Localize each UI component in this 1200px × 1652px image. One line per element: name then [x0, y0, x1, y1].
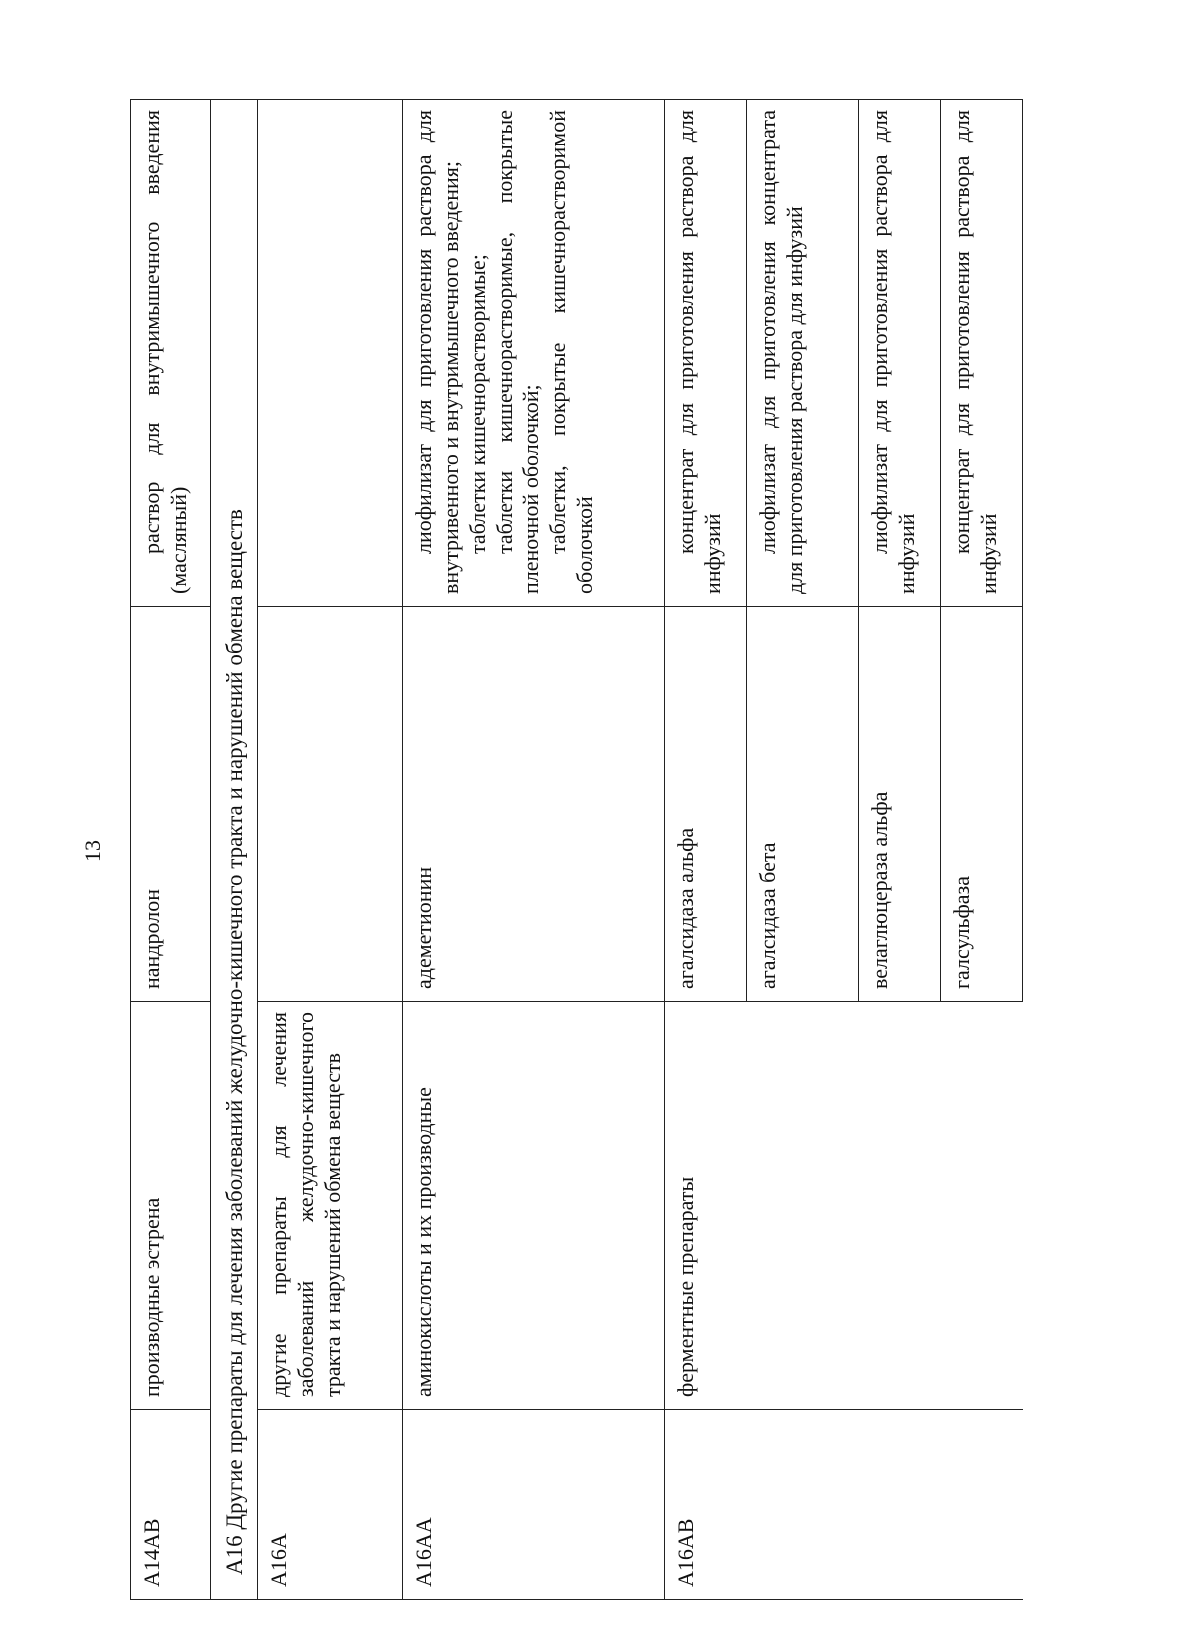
substance-cell: нандролон [131, 607, 211, 1002]
table-row [258, 100, 403, 1600]
substance-cell: агалсидаза альфа [665, 607, 747, 1002]
dosage-form-cell [859, 100, 941, 607]
substance-cell: галсульфаза [941, 607, 1023, 1002]
table-row [403, 100, 665, 1600]
atc-group-cell: производные эстрена [131, 1002, 211, 1410]
atc-code-cell: A16AB [665, 1410, 1023, 1600]
dosage-form-cell [941, 100, 1023, 607]
atc-group-cell: ферментные препараты [665, 1002, 1023, 1410]
dosage-form-text: лиофилизат для приготовления раствора для внутривенного и внутримышечного введения; [411, 110, 463, 594]
atc-group-cell: другие препараты для лечения заболеваний желудочно-кишечного тракта и нарушений обмена веществ [258, 1002, 403, 1410]
section-row [211, 100, 258, 1600]
atc-group-cell: аминокислоты и их производные [403, 1002, 665, 1410]
substance-cell: велаглюцераза альфа [859, 607, 941, 1002]
substance-cell: агалсидаза бета [747, 607, 859, 1002]
dosage-form-cell [131, 100, 211, 607]
atc-code-cell: A16A [258, 1410, 403, 1600]
atc-code-cell: A16AA [403, 1410, 665, 1600]
dosage-form-cell [665, 100, 747, 607]
substance-cell [258, 607, 403, 1002]
dosage-form-text: концентрат для приготовления раствора для инфузий [673, 110, 725, 594]
table-row [665, 100, 747, 1600]
table-row [131, 100, 211, 1600]
dosage-form-text: лиофилизат для приготовления концентрата для приготовления раствора для инфузий [755, 110, 807, 594]
section-heading: A16 Другие препараты для лечения заболеваний желудочно-кишечного тракта и нарушений обмена веществ [211, 100, 258, 1600]
dosage-form-text: концентрат для приготовления раствора для инфузий [949, 110, 1001, 594]
dosage-form-text: лиофилизат для приготовления раствора для инфузий [867, 110, 919, 594]
drug-table [130, 99, 1023, 1600]
dosage-form-text: таблетки, покрытые кишечнорастворимой оболочкой [545, 110, 598, 594]
dosage-form-text: раствор для внутримышечного введения (масляный) [139, 110, 191, 594]
dosage-form-cell [747, 100, 859, 607]
dosage-form-cell [258, 100, 403, 607]
page-number: 13 [80, 840, 105, 862]
rotated-document-page [130, 100, 1070, 1600]
dosage-form-text: таблетки кишечнорастворимые, покрытые пленочной оболочкой; [491, 110, 544, 594]
dosage-form-cell [403, 100, 665, 607]
dosage-form-text: таблетки кишечнорастворимые; [464, 254, 490, 554]
atc-code-cell: A14AB [131, 1410, 211, 1600]
substance-cell: адеметионин [403, 607, 665, 1002]
